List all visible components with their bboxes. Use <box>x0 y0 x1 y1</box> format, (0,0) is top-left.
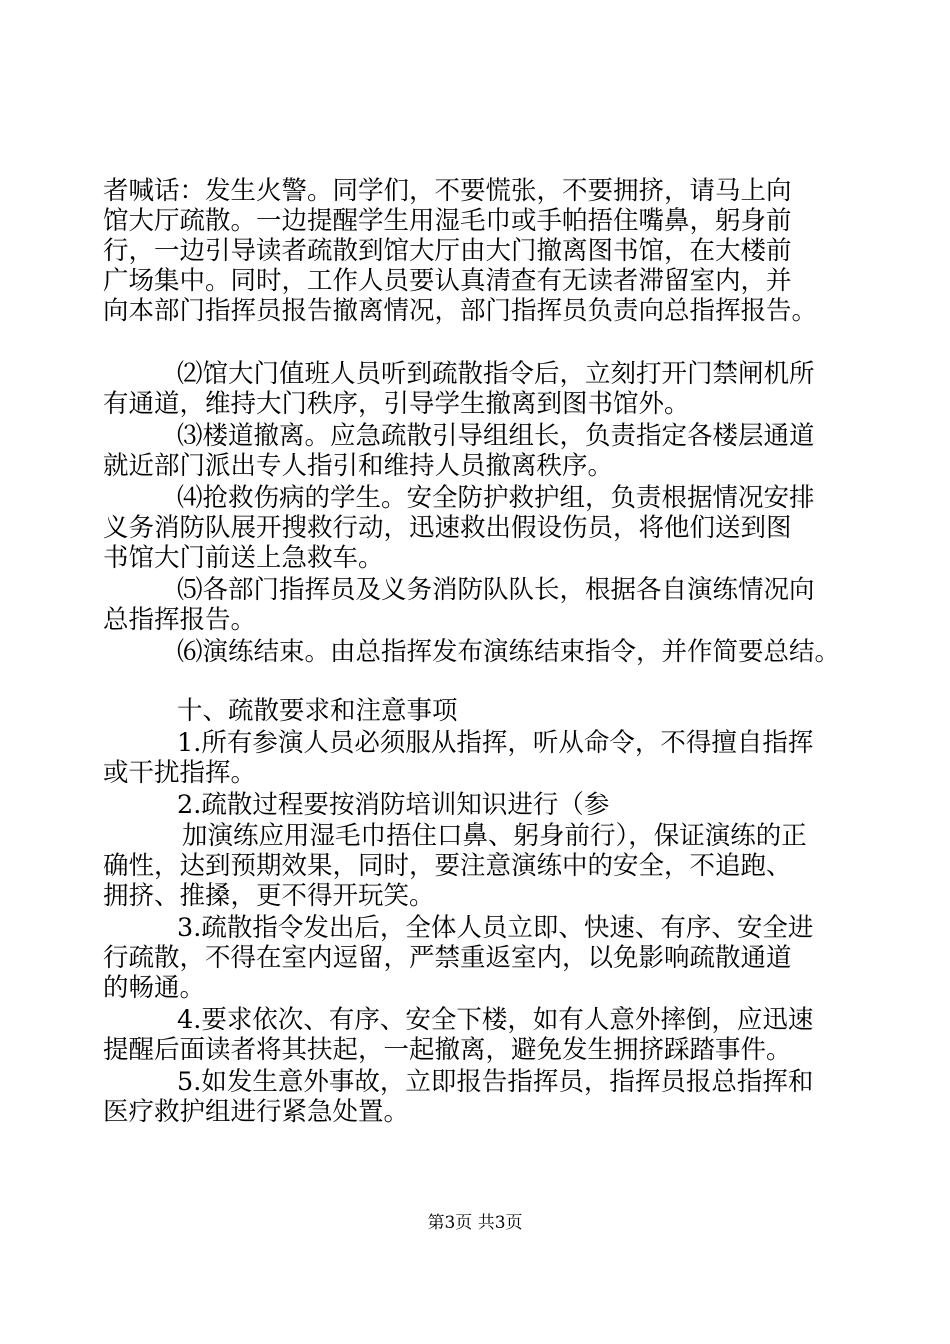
text-line: 加演练应用湿毛巾捂住口鼻、躬身前行），保证演练的正 <box>182 821 807 851</box>
text-line: 广场集中。同时，工作人员要认真清查有无读者滞留室内，并 <box>103 266 792 296</box>
text-line: 义务消防队展开搜救行动，迅速救出假设伤员，将他们送到图 <box>103 513 792 543</box>
text-line: ⑸各部门指挥员及义务消防队队长，根据各自演练情况向 <box>177 575 815 605</box>
text-line: 行疏散，不得在室内逗留，严禁重返室内，以免影响疏散通道 <box>103 943 792 973</box>
text-line: ⑵馆大门值班人员听到疏散指令后，立刻打开门禁闸机所 <box>177 359 815 389</box>
page-footer: 第3页 共3页 <box>427 1213 523 1233</box>
text-line: 馆大厅疏散。一边提醒学生用湿毛巾或手帕捂住嘴鼻，躬身前 <box>103 206 792 236</box>
text-line: 或干扰指挥。 <box>103 758 257 788</box>
text-line: 5.如发生意外事故，立即报告指挥员，指挥员报总指挥和 <box>177 1067 814 1097</box>
text-line: 有通道，维持大门秩序，引导学生撤离到图书馆外。 <box>103 389 690 419</box>
text-line: 拥挤、推搡，更不得开玩笑。 <box>103 881 435 911</box>
text-line: 行，一边引导读者疏散到馆大厅由大门撤离图书馆，在大楼前 <box>103 236 792 266</box>
text-line: 向本部门指挥员报告撤离情况，部门指挥员负责向总指挥报告。 <box>103 296 818 326</box>
text-line: 1.所有参演人员必须服从指挥，听从命令，不得擅自指挥 <box>177 728 814 758</box>
text-line: 4.要求依次、有序、安全下楼，如有人意外摔倒，应迅速 <box>177 1005 814 1035</box>
section-heading: 十、疏散要求和注意事项 <box>177 696 458 726</box>
text-line: 提醒后面读者将其扶起，一起撤离，避免发生拥挤踩踏事件。 <box>103 1035 792 1065</box>
text-line: 总指挥报告。 <box>103 605 257 635</box>
text-line: ⑶楼道撤离。应急疏散引导组组长，负责指定各楼层通道 <box>177 421 815 451</box>
text-line: ⑷抢救伤病的学生。安全防护救护组，负责根据情况安排 <box>177 483 815 513</box>
text-line: 者喊话：发生火警。同学们，不要慌张，不要拥挤，请马上向 <box>103 176 792 206</box>
text-line: 2.疏散过程要按消防培训知识进行（参 <box>177 790 610 820</box>
text-line: 的畅通。 <box>103 973 206 1003</box>
text-line: 3.疏散指令发出后，全体人员立即、快速、有序、安全进 <box>177 913 814 943</box>
text-line: 就近部门派出专人指引和维持人员撤离秩序。 <box>103 451 614 481</box>
text-line: ⑹演练结束。由总指挥发布演练结束指令，并作简要总结。 <box>177 637 841 667</box>
text-line: 书馆大门前送上急救车。 <box>103 543 384 573</box>
text-line: 确性，达到预期效果，同时，要注意演练中的安全，不追跑、 <box>103 851 792 881</box>
text-line: 医疗救护组进行紧急处置。 <box>103 1097 410 1127</box>
